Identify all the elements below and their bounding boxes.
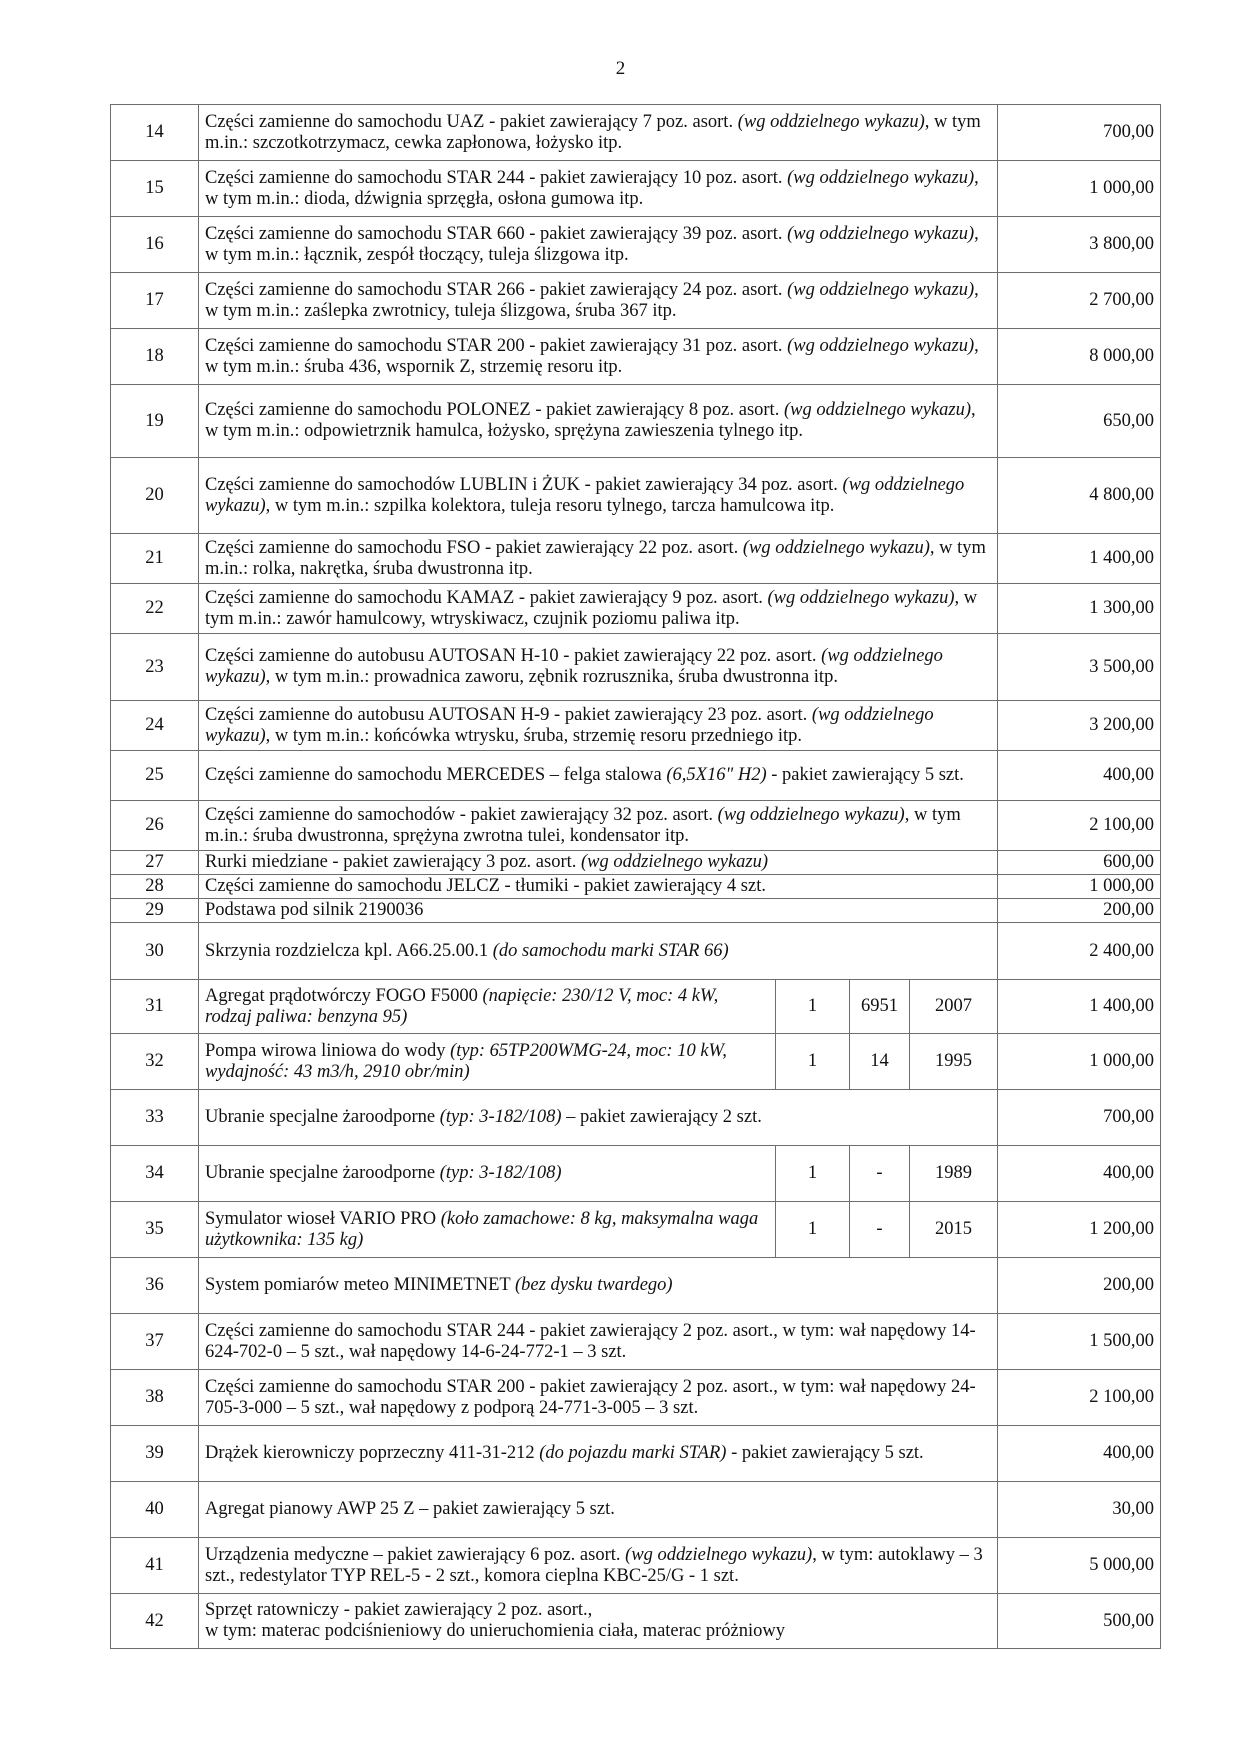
item-number: 32	[111, 1034, 199, 1090]
item-description-text: , w tym m.in.: odpowietrznik hamulca, łożysko, sprężyna zawieszenia tylnego itp.	[205, 400, 976, 441]
item-description-text: Części zamienne do samochodu MERCEDES – felga stalowa	[205, 765, 667, 785]
item-description-text: , w tym m.in.: zaślepka zwrotnicy, tuleja ślizgowa, śruba 367 itp.	[205, 279, 979, 321]
item-quantity: 1	[776, 1146, 850, 1202]
items-table	[110, 104, 1161, 1649]
item-value: 200,00	[998, 899, 1161, 923]
item-number: 24	[111, 701, 199, 751]
table-row	[111, 1258, 1161, 1314]
table-row	[111, 385, 1161, 458]
item-value: 5 000,00	[998, 1538, 1161, 1594]
table-row	[111, 273, 1161, 329]
item-description	[199, 923, 998, 980]
item-description-text: Części zamienne do autobusu AUTOSAN H-9 - pakiet zawierający 23 poz. asort.	[205, 704, 812, 725]
item-description-note: (wg oddzielnego wykazu)	[205, 646, 943, 687]
item-description-note: (wg oddzielnego wykazu)	[717, 804, 905, 825]
item-quantity: 1	[776, 1034, 850, 1090]
item-value: 2 100,00	[998, 1370, 1161, 1426]
item-description-note: (wg oddzielnego wykazu)	[742, 537, 930, 558]
item-description	[199, 534, 998, 584]
item-description	[199, 1370, 998, 1426]
item-number: 36	[111, 1258, 199, 1314]
table-row	[111, 1034, 1161, 1090]
item-description-text: , w tym m.in.: rolka, nakrętka, śruba dwustronna itp.	[205, 537, 986, 579]
item-description-text: Drążek kierowniczy poprzeczny 411-31-212	[205, 1443, 540, 1463]
item-description	[199, 801, 998, 851]
item-description	[199, 273, 998, 329]
item-description-text: , w tym m.in.: szczotkotrzymacz, cewka zapłonowa, łożysko itp.	[205, 111, 981, 153]
item-description	[199, 899, 998, 923]
item-year: 2015	[910, 1202, 998, 1258]
item-description-text: Części zamienne do samochodu STAR 200 - pakiet zawierający 2 poz. asort., w tym: wał napędowy 24-705-3-000 – 5 szt., wał napędowy z podporą 24-771-3-005 – 3 szt.	[205, 1376, 976, 1418]
item-value: 500,00	[998, 1594, 1161, 1649]
item-number: 42	[111, 1594, 199, 1649]
table-row	[111, 751, 1161, 801]
item-number: 38	[111, 1370, 199, 1426]
item-value: 8 000,00	[998, 329, 1161, 385]
table-row	[111, 105, 1161, 161]
item-description	[199, 1258, 998, 1314]
table-row	[111, 584, 1161, 634]
item-description	[199, 980, 776, 1034]
item-description-text: Podstawa pod silnik 2190036	[205, 900, 424, 920]
item-description-text: Pompa wirowa liniowa do wody	[205, 1040, 451, 1061]
item-value: 3 500,00	[998, 634, 1161, 701]
table-row	[111, 1482, 1161, 1538]
item-value: 2 700,00	[998, 273, 1161, 329]
item-description-note: (wg oddzielnego wykazu)	[205, 474, 965, 516]
item-value: 600,00	[998, 851, 1161, 875]
item-description	[199, 1314, 998, 1370]
item-quantity: 1	[776, 1202, 850, 1258]
item-description-note: (do samochodu marki STAR 66)	[492, 940, 729, 961]
item-description-text: Części zamienne do autobusu AUTOSAN H-10 - pakiet zawierający 22 poz. asort.	[205, 646, 822, 666]
item-description-note: (wg oddzielnego wykazu)	[625, 1544, 813, 1565]
item-number: 15	[111, 161, 199, 217]
item-number: 33	[111, 1090, 199, 1146]
item-description-text: Ubranie specjalne żaroodporne	[205, 1163, 440, 1183]
item-value: 700,00	[998, 105, 1161, 161]
item-description	[199, 385, 998, 458]
item-number: 37	[111, 1314, 199, 1370]
item-number: 23	[111, 634, 199, 701]
item-description-note: (wg oddzielnego wykazu)	[205, 704, 934, 746]
item-number: 31	[111, 980, 199, 1034]
item-description-text: Części zamienne do samochodów LUBLIN i ŻUK - pakiet zawierający 34 poz. asort.	[205, 474, 843, 495]
item-number: 28	[111, 875, 199, 899]
item-description-text: – pakiet zawierający 2 szt.	[561, 1107, 762, 1127]
item-description-note: (typ: 3-182/108)	[439, 1163, 562, 1183]
item-description-note: (6,5X16" H2)	[666, 765, 767, 785]
page-number: 2	[615, 58, 626, 79]
item-value: 3 800,00	[998, 217, 1161, 273]
item-number: 25	[111, 751, 199, 801]
item-number: 29	[111, 899, 199, 923]
item-description	[199, 1482, 998, 1538]
item-value: 400,00	[998, 1426, 1161, 1482]
item-value: 200,00	[998, 1258, 1161, 1314]
item-description-note: (wg oddzielnego wykazu)	[787, 279, 975, 300]
table-row	[111, 1538, 1161, 1594]
table-row	[111, 1090, 1161, 1146]
item-description-note: (wg oddzielnego wykazu)	[787, 223, 975, 244]
item-value: 1 400,00	[998, 534, 1161, 584]
item-value: 30,00	[998, 1482, 1161, 1538]
item-description	[199, 1090, 998, 1146]
item-value: 650,00	[998, 385, 1161, 458]
item-description-text: , w tym m.in.: końcówka wtrysku, śruba, strzemię resoru przedniego itp.	[265, 725, 803, 746]
item-number: 19	[111, 385, 199, 458]
item-year: 1995	[910, 1034, 998, 1090]
item-description-text: Ubranie specjalne żaroodporne	[205, 1107, 440, 1127]
item-description-text: , w tym m.in.: łącznik, zespół tłoczący, tuleja ślizgowa itp.	[205, 223, 979, 265]
table-row	[111, 899, 1161, 923]
item-description	[199, 751, 998, 801]
item-year: 1989	[910, 1146, 998, 1202]
item-description-text: , w tym m.in.: śruba 436, wspornik Z, strzemię resoru itp.	[205, 335, 979, 377]
item-description-note: (typ: 3-182/108)	[439, 1107, 562, 1127]
table-row	[111, 1202, 1161, 1258]
item-description-text: Części zamienne do samochodu FSO - pakiet zawierający 22 poz. asort.	[205, 537, 743, 558]
item-value: 1 500,00	[998, 1314, 1161, 1370]
item-description	[199, 1594, 998, 1649]
item-description	[199, 161, 998, 217]
item-number: 40	[111, 1482, 199, 1538]
item-description-text: , w tym: autoklawy – 3 szt., redestylator TYP REL-5 - 2 szt., komora cieplna KBC-25/G - 1 szt.	[205, 1544, 983, 1586]
item-description	[199, 1538, 998, 1594]
item-description-text: Części zamienne do samochodu POLONEZ - pakiet zawierający 8 poz. asort.	[205, 400, 784, 420]
table-row	[111, 1594, 1161, 1649]
item-description	[199, 458, 998, 534]
item-description	[199, 1426, 998, 1482]
item-description-text: Części zamienne do samochodu STAR 200 - pakiet zawierający 31 poz. asort.	[205, 335, 788, 356]
table-row	[111, 217, 1161, 273]
item-value: 700,00	[998, 1090, 1161, 1146]
item-description-text: , w tym m.in.: zawór hamulcowy, wtryskiwacz, czujnik poziomu paliwa itp.	[205, 587, 978, 629]
item-value: 1 400,00	[998, 980, 1161, 1034]
item-description	[199, 329, 998, 385]
item-description-text: Agregat pianowy AWP 25 Z – pakiet zawierający 5 szt.	[205, 1499, 615, 1519]
table-row	[111, 534, 1161, 584]
item-description-text: System pomiarów meteo MINIMETNET	[205, 1275, 516, 1295]
item-number: 39	[111, 1426, 199, 1482]
table-row	[111, 923, 1161, 980]
table-row	[111, 801, 1161, 851]
table-row	[111, 701, 1161, 751]
table-row	[111, 875, 1161, 899]
item-description-note: (bez dysku twardego)	[515, 1275, 673, 1295]
table-row	[111, 851, 1161, 875]
item-description-text: , w tym m.in.: prowadnica zaworu, zębnik rozrusznika, śruba dwustronna itp.	[265, 667, 838, 687]
table-row	[111, 634, 1161, 701]
item-description	[199, 1034, 776, 1090]
item-inventory-number: 6951	[850, 980, 910, 1034]
item-value: 1 200,00	[998, 1202, 1161, 1258]
item-description-text: Symulator wioseł VARIO PRO	[205, 1208, 441, 1229]
item-number: 16	[111, 217, 199, 273]
item-description-text: Rurki miedziane - pakiet zawierający 3 poz. asort.	[205, 852, 582, 872]
item-description	[199, 584, 998, 634]
item-value: 4 800,00	[998, 458, 1161, 534]
item-description	[199, 701, 998, 751]
item-description-text: - pakiet zawierający 5 szt.	[766, 765, 964, 785]
item-description-text: Urządzenia medyczne – pakiet zawierający 6 poz. asort.	[205, 1544, 626, 1565]
item-value: 1 300,00	[998, 584, 1161, 634]
item-value: 1 000,00	[998, 1034, 1161, 1090]
item-number: 17	[111, 273, 199, 329]
item-value: 3 200,00	[998, 701, 1161, 751]
item-description	[199, 634, 998, 701]
item-value: 400,00	[998, 751, 1161, 801]
item-description-note: (wg oddzielnego wykazu)	[787, 335, 975, 356]
table-row	[111, 1370, 1161, 1426]
table-row	[111, 1314, 1161, 1370]
item-description-text: Części zamienne do samochodu JELCZ - tłumiki - pakiet zawierający 4 szt.	[205, 876, 766, 896]
item-inventory-number: -	[850, 1202, 910, 1258]
item-year: 2007	[910, 980, 998, 1034]
item-value: 1 000,00	[998, 875, 1161, 899]
item-description-text: Skrzynia rozdzielcza kpl. A66.25.00.1	[205, 940, 493, 961]
item-description-text: Części zamienne do samochodu STAR 244 - pakiet zawierający 2 poz. asort., w tym: wał napędowy 14-624-702-0 – 5 szt., wał napędowy 14-6-24-772-1 – 3 szt.	[205, 1320, 976, 1362]
item-number: 34	[111, 1146, 199, 1202]
item-description-text: Części zamienne do samochodu STAR 266 - pakiet zawierający 24 poz. asort.	[205, 279, 788, 300]
item-description	[199, 217, 998, 273]
item-number: 26	[111, 801, 199, 851]
item-number: 21	[111, 534, 199, 584]
items-table-body	[111, 105, 1161, 1649]
item-value: 1 000,00	[998, 161, 1161, 217]
table-row	[111, 458, 1161, 534]
item-number: 35	[111, 1202, 199, 1258]
item-description-note: (do pojazdu marki STAR)	[539, 1443, 727, 1463]
item-inventory-number: -	[850, 1146, 910, 1202]
item-value: 400,00	[998, 1146, 1161, 1202]
item-description-text: Agregat prądotwórczy FOGO F5000	[205, 985, 483, 1006]
item-description	[199, 875, 998, 899]
item-description-text: , w tym m.in.: dioda, dźwignia sprzęgła, osłona gumowa itp.	[205, 167, 979, 209]
item-description-text: , w tym m.in.: szpilka kolektora, tuleja resoru tylnego, tarcza hamulcowa itp.	[265, 495, 835, 516]
item-description-note: (koło zamachowe: 8 kg, maksymalna waga użytkownika: 135 kg)	[205, 1208, 759, 1250]
item-description-note: (wg oddzielnego wykazu)	[767, 587, 955, 608]
item-description	[199, 1202, 776, 1258]
table-row	[111, 1146, 1161, 1202]
item-number: 14	[111, 105, 199, 161]
item-number: 22	[111, 584, 199, 634]
item-quantity: 1	[776, 980, 850, 1034]
table-row	[111, 329, 1161, 385]
item-description	[199, 851, 998, 875]
item-description-text: Części zamienne do samochodu KAMAZ - pakiet zawierający 9 poz. asort.	[205, 587, 768, 608]
item-value: 2 400,00	[998, 923, 1161, 980]
table-row	[111, 161, 1161, 217]
item-description	[199, 105, 998, 161]
item-description-text: Części zamienne do samochodu STAR 660 - pakiet zawierający 39 poz. asort.	[205, 223, 788, 244]
table-row	[111, 1426, 1161, 1482]
item-number: 18	[111, 329, 199, 385]
item-description-note: (wg oddzielnego wykazu)	[581, 852, 769, 872]
item-description-text: - pakiet zawierający 5 szt.	[726, 1443, 924, 1463]
item-description-note: (wg oddzielnego wykazu)	[737, 111, 925, 132]
item-number: 20	[111, 458, 199, 534]
item-description-text: Części zamienne do samochodów - pakiet zawierający 32 poz. asort.	[205, 804, 718, 825]
item-number: 30	[111, 923, 199, 980]
item-description-text: Sprzęt ratowniczy - pakiet zawierający 2 poz. asort., w tym: materac podciśnieniowy do unieruchomienia ciała, materac próżniowy	[205, 1600, 785, 1641]
item-description-note: (napięcie: 230/12 V, moc: 4 kW, rodzaj paliwa: benzyna 95)	[205, 985, 719, 1027]
item-description	[199, 1146, 776, 1202]
item-description-text: , w tym m.in.: śruba dwustronna, sprężyna zwrotna tulei, kondensator itp.	[205, 804, 961, 846]
item-description-note: (typ: 65TP200WMG-24, moc: 10 kW, wydajność: 43 m3/h, 2910 obr/min)	[205, 1040, 727, 1082]
item-description-note: (wg oddzielnego wykazu)	[787, 167, 975, 188]
item-number: 41	[111, 1538, 199, 1594]
table-row	[111, 980, 1161, 1034]
item-value: 2 100,00	[998, 801, 1161, 851]
item-description-text: Części zamienne do samochodu STAR 244 - pakiet zawierający 10 poz. asort.	[205, 167, 788, 188]
item-inventory-number: 14	[850, 1034, 910, 1090]
item-number: 27	[111, 851, 199, 875]
item-description-note: (wg oddzielnego wykazu)	[783, 400, 971, 420]
item-description-text: Części zamienne do samochodu UAZ - pakiet zawierający 7 poz. asort.	[205, 111, 738, 132]
